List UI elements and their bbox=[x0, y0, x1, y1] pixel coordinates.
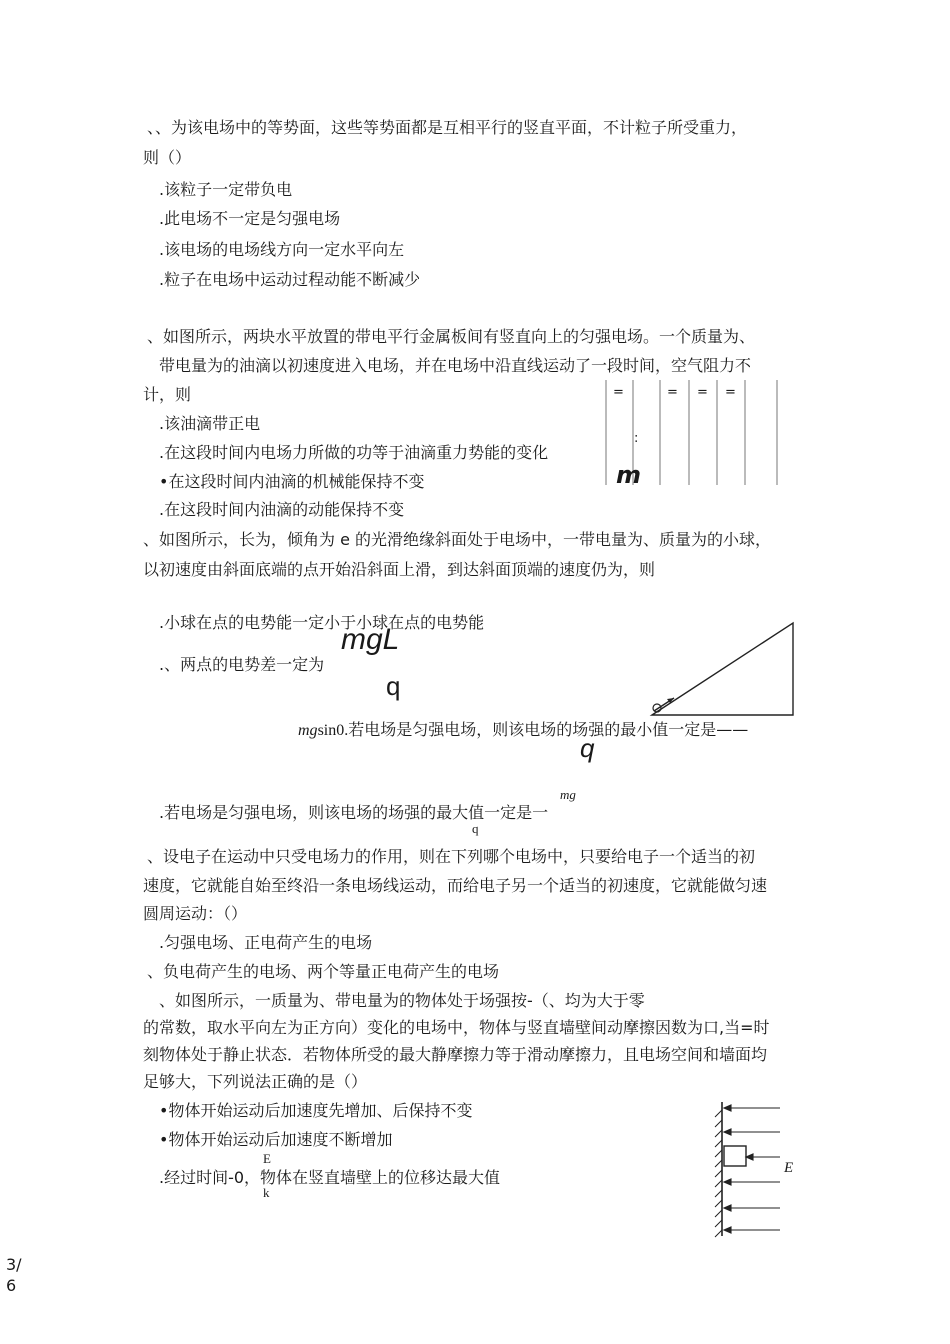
q2-stem-line2: 带电量为的油滴以初速度进入电场，并在电场中沿直线运动了一段时间，空气阻力不 bbox=[159, 356, 752, 375]
q3-option-c-sin: sin0. bbox=[317, 722, 349, 739]
q2-fig-mark-1: = bbox=[613, 385, 624, 400]
q1-option-a: .该粒子一定带负电 bbox=[159, 180, 293, 199]
q3-option-a: .小球在点的电势能一定小于小球在点的电势能 bbox=[159, 613, 485, 632]
q2-fig-mark-4: = bbox=[725, 385, 736, 400]
q2-fig-oil-drop: m bbox=[616, 461, 642, 489]
q4-stem-line1: 、设电子在运动中只受电场力的作用，则在下列哪个电场中，只要给电子一个适当的初 bbox=[147, 847, 756, 866]
q1-option-d: .粒子在电场中运动过程动能不断减少 bbox=[159, 270, 421, 289]
q3-frac-b-denominator: q bbox=[386, 671, 401, 701]
q4-option-b: 、负电荷产生的电场、两个等量正电荷产生的电场 bbox=[147, 962, 500, 981]
q4-stem-line3: 圆周运动：（） bbox=[143, 904, 248, 923]
q3-option-c bbox=[298, 720, 748, 741]
q5-stem-line2: 的常数，取水平向左为正方向）变化的电场中，物体与竖直墙壁间动摩擦因数为口,当=时 bbox=[143, 1018, 770, 1037]
q2-fig-colon: : bbox=[634, 431, 639, 446]
q3-stem-line1: 、如图所示，长为，倾角为 e 的光滑绝缘斜面处于电场中，一带电量为、质量为的小球， bbox=[143, 530, 772, 549]
q2-fig-mark-2: = bbox=[667, 385, 678, 400]
q5-figure-label-e: E bbox=[784, 1160, 794, 1176]
q5-option-c bbox=[159, 1168, 500, 1188]
q2-fig-mark-3: = bbox=[697, 385, 708, 400]
q5-frac-numerator: E bbox=[263, 1151, 271, 1166]
q2-option-a: .该油滴带正电 bbox=[159, 414, 261, 433]
q2-option-d: .在这段时间内油滴的动能保持不变 bbox=[159, 500, 405, 519]
q3-frac-c-denominator: q bbox=[580, 733, 595, 763]
q5-frac-denominator: k bbox=[263, 1185, 270, 1200]
q5-option-c-post: 物体在竖直墙壁上的位移达最大值 bbox=[260, 1168, 501, 1187]
q1-stem-line2: 则（） bbox=[143, 148, 192, 167]
q3-option-d: .若电场是匀强电场，则该电场的场强的最大值一定是一 bbox=[159, 803, 549, 822]
q2-stem-line3: 计，则 bbox=[143, 385, 192, 404]
q5-stem-line4: 足够大，下列说法正确的是（） bbox=[143, 1072, 368, 1091]
page-number-bottom: 6 bbox=[6, 1276, 17, 1295]
q1-option-c: .该电场的电场线方向一定水平向左 bbox=[159, 240, 405, 259]
q4-option-a: .匀强电场、正电荷产生的电场 bbox=[159, 933, 373, 952]
q3-option-c-mg: mg bbox=[298, 722, 318, 739]
q3-frac-d-denominator: q bbox=[472, 821, 479, 836]
page-number-top: 3/ bbox=[6, 1255, 22, 1274]
q3-frac-b-numerator: mgL bbox=[341, 623, 400, 656]
q3-option-b: .、两点的电势差一定为 bbox=[159, 655, 325, 674]
q5-stem-line3: 刻物体处于静止状态．若物体所受的最大静摩擦力等于滑动摩擦力，且电场空间和墙面均 bbox=[143, 1045, 768, 1064]
q4-stem-line2: 速度，它就能自始至终沿一条电场线运动，而给电子另一个适当的初速度，它就能做匀速 bbox=[143, 876, 768, 895]
q3-figure-incline bbox=[640, 615, 800, 720]
q5-stem-line1: 、如图所示，一质量为、带电量为的物体处于场强按-（、均为大于零 bbox=[159, 991, 645, 1010]
q1-stem-line1: 、、为该电场中的等势面，这些等势面都是互相平行的竖直平面，不计粒子所受重力， bbox=[147, 118, 748, 137]
q5-option-a: •物体开始运动后加速度先增加、后保持不变 bbox=[159, 1101, 473, 1120]
q3-stem-line2: 以初速度由斜面底端的点开始沿斜面上滑，到达斜面顶端的速度仍为，则 bbox=[143, 560, 656, 579]
q2-stem-line1: 、如图所示，两块水平放置的带电平行金属板间有竖直向上的匀强电场。一个质量为、 bbox=[147, 327, 756, 346]
q1-option-b: .此电场不一定是匀强电场 bbox=[159, 209, 341, 228]
q2-option-c: •在这段时间内油滴的机械能保持不变 bbox=[159, 472, 425, 491]
q3-frac-d-numerator: mg bbox=[560, 787, 576, 802]
q2-option-b: .在这段时间内电场力所做的功等于油滴重力势能的变化 bbox=[159, 443, 549, 462]
q5-option-c-pre: .经过时间-0， bbox=[159, 1168, 261, 1187]
q5-option-b: •物体开始运动后加速度不断增加 bbox=[159, 1130, 393, 1149]
q3-option-c-text: 若电场是匀强电场，则该电场的场强的最小值一定是—— bbox=[348, 720, 749, 739]
